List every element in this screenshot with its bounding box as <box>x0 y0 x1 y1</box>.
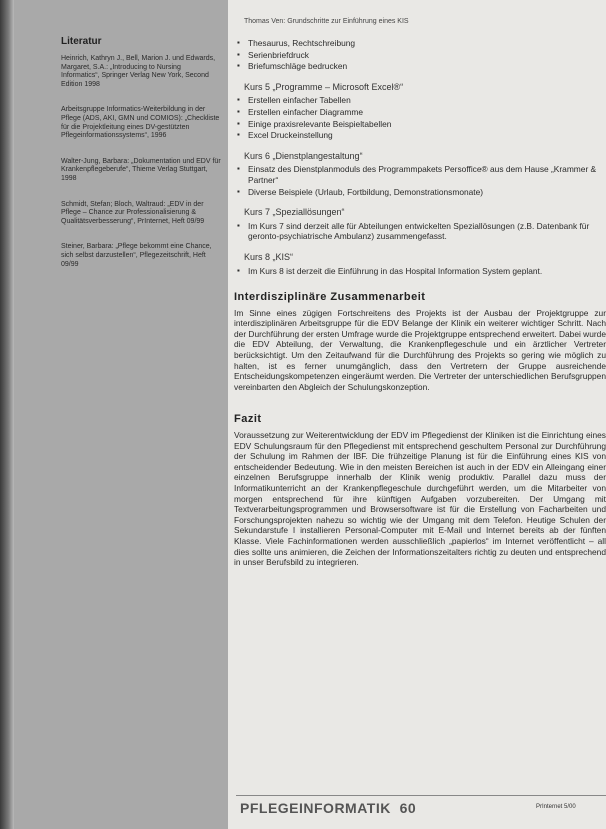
course-title-5: Kurs 5 „Programme – Microsoft Excel®“ <box>244 81 404 92</box>
list-item: ▪ Briefumschläge bedrucken <box>234 61 606 72</box>
list-item: ▪ Einsatz des Dienstplanmoduls des Programmpakets Persoffice® aus dem Hause „Krammer & Partner“ <box>234 164 606 185</box>
reference-item: Heinrich, Kathryn J., Bell, Marion J. und Edwards, Margaret, S.A.: „Introducing to Nursing Informatics“, Springer Verlag New York, Second Edition 1998 <box>61 55 216 88</box>
list-item: ▪ Im Kurs 7 sind derzeit alle für Abteilungen entwickelten Speziallösungen (z.B. Datenbank für geronto-psychiatrische Ambulanz) zusammengefasst. <box>234 221 606 242</box>
journal-logo-text: PFLEGEINFORMATIK <box>240 800 391 816</box>
sidebar <box>14 0 228 829</box>
footer-logo <box>240 800 416 816</box>
bullet-list-top <box>234 38 606 72</box>
list-item: ▪ Thesaurus, Rechtschreibung <box>234 38 606 49</box>
course-title-7: Kurs 7 „Speziallösungen“ <box>244 207 345 218</box>
section-body-collaboration: Im Sinne eines zügigen Fortschreitens des Projekts ist der Ausbau der Projektgruppe zur interdisziplinären Arbeitsgruppe für die EDV Belange der Klinik ein weiterer wichtiger Schritt. Nach der Durchführung der ersten Umfrage wurde die Projektgruppe entsprechend erweitert. Dabei wurde die EDV Abteilung, der Verwaltung, die Krankenpflegeschule und ein ärztlicher Vertreter berücksichtigt. Um den Zeitaufwand für die Durchführung des Projekts so gering wie möglich zu halten, ist es ferner unumgänglich, dass den Vertretern der Gruppe ausreichende Entscheidungskompetenzen eingeräumt werden. Die Vertreter der unterschiedlichen Berufsgruppen vereinbarten den Abgleich der Schulungskonzeption. <box>234 307 606 392</box>
list-item: ▪ Erstellen einfacher Diagramme <box>234 107 606 118</box>
list-item: ▪ Serienbriefdruck <box>234 50 606 61</box>
reference-item: Schmidt, Stefan; Bloch, Waltraud: „EDV in der Pflege – Chance zur Professionalisierung & Qualitätsverbesserung“, PrInternet, Heft 09/99 <box>61 200 205 225</box>
section-heading-conclusion: Fazit <box>234 413 262 426</box>
page-number: 60 <box>399 800 417 816</box>
section-heading-collaboration: Interdisziplinäre Zusammenarbeit <box>234 291 426 304</box>
reference-item: Steiner, Barbara: „Pflege bekommt eine Chance, sich selbst darzustellen“, Pflegezeitschrift, Heft 09/99 <box>61 243 212 268</box>
footer-divider <box>236 795 606 796</box>
list-item: ▪ Einige praxisrelevante Beispieltabellen <box>234 119 606 130</box>
literature-list <box>61 36 221 286</box>
list-item: ▪ Excel Druckeinstellung <box>234 130 606 141</box>
list-item: ▪ Im Kurs 8 ist derzeit die Einführung in das Hospital Information System geplant. <box>234 266 606 277</box>
reference-item: Arbeitsgruppe Informatics-Weiterbildung in der Pflege (ADS, AKI, GMN und COMIOS): „Checkliste für die Projektleitung eines DV-gestützten Pflegeinformationssystems“, 1996 <box>61 106 220 140</box>
book-gutter-shadow <box>0 0 14 829</box>
course-6-list <box>234 164 606 197</box>
course-5-list <box>234 95 606 140</box>
course-title-8: Kurs 8 „KIS“ <box>244 251 294 262</box>
running-head: Thomas Ven: Grundschritte zur Einführung eines KIS <box>244 18 409 25</box>
main-column <box>234 38 606 568</box>
literature-heading: Literatur <box>61 36 102 47</box>
course-7-list <box>234 221 606 242</box>
section-body-conclusion: Voraussetzung zur Weiterentwicklung der EDV im Pflegedienst der Kliniken ist die Einrichtung eines EDV Schulungsraum für den Pflegedienst mit entsprechend geschultem Personal zur Durchführung der Schulung im Rahmen der IBF. Die frühzeitige Planung ist für die Einführung eines KIS von entscheidender Bedeutung. Wie in den meisten Bereichen ist auch in der EDV ein Alleingang einer einzelnen Berufsgruppe innerhalb der Klinik wenig produktiv. Parallel dazu muss der Informatikunterricht an der Krankenpflegeschule durchgeführt werden, um die Mitarbeiter von morgen entsprechend für ihre künftigen Aufgaben vorzubereiten. Der Umgang mit Textverarbeitungsprogrammen und Browsersoftware ist für die Erstellung von Facharbeiten und Forschungsprojekten nahezu so wichtig wie der Umgang mit dem Telefon. Heutige Schulen der Sekundarstufe I installieren Personal-Computer mit E-Mail und Internet bereits ab der fünften Klasse. Viele Fachinformationen werden ausschließlich „papierlos“ im Internet veröffentlicht – all dies sollte uns animieren, die Zeichen der Informationszeitalters richtig zu deuten und entsprechend in unser Berufsbild zu integrieren. <box>234 430 606 568</box>
list-item: ▪ Diverse Beispiele (Urlaub, Fortbildung, Demonstrationsmonate) <box>234 187 606 198</box>
reference-item: Walter-Jung, Barbara: „Dokumentation und EDV für Krankenpflegeberufe“, Thieme Verlag Stuttgart, 1998 <box>61 157 221 182</box>
list-item: ▪ Erstellen einfacher Tabellen <box>234 95 606 106</box>
footer-issue: PrInternet 5/00 <box>536 804 576 810</box>
course-8-list <box>234 266 606 277</box>
course-title-6: Kurs 6 „Dienstplangestaltung“ <box>244 150 363 161</box>
